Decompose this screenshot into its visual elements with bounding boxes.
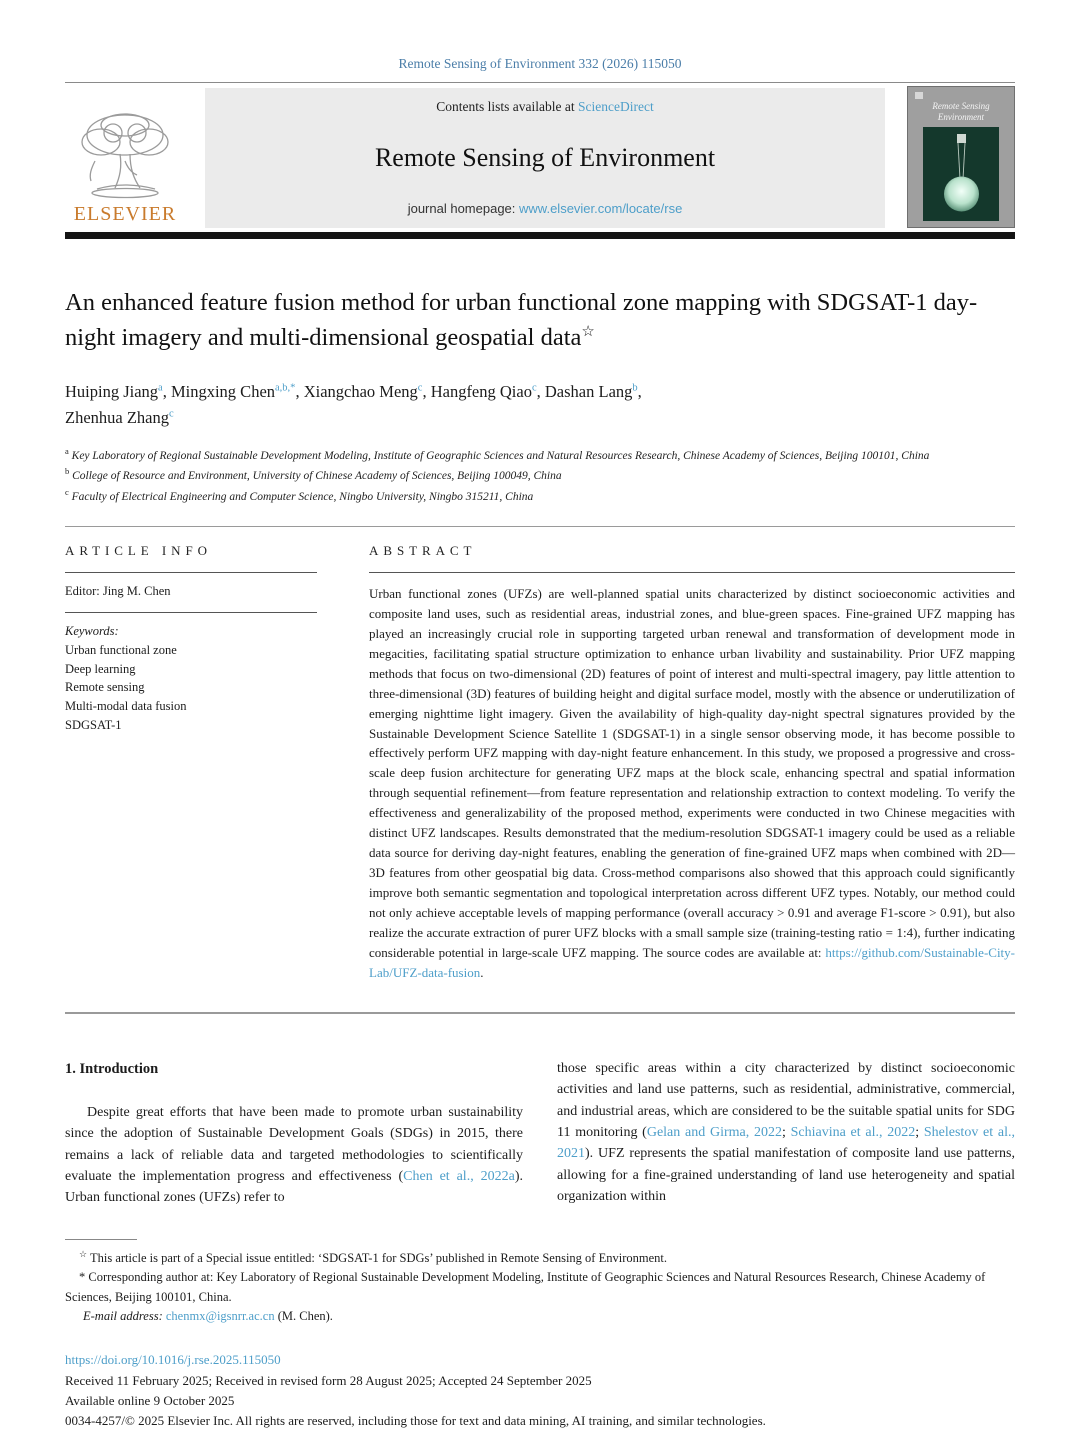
affiliation-superscript: c — [65, 486, 69, 497]
section-title: 1. Introduction — [65, 1060, 159, 1077]
introduction-section — [65, 1058, 1015, 1209]
author-name: Mingxing Chen — [170, 382, 276, 402]
special-issue-star-icon: ☆ — [581, 323, 595, 340]
abstract-text: Urban functional zones (UFZs) are well-planned spatial units characterized by distinct socioeconomic activities and composite land uses, such as residential areas, industrial zones, and blue-green spaces. Fine-grained UFZ mapping has played an increasingly crucial role in supporting targeted urban renewal and transformation of development mode in megacities, facilitating spatial structure optimization to enhance urban livability and sustainability. Prior UFZ mapping methods that focus on two-dimensional (2D) features of point of interest and multi-spectral imagery, pay little attention to three-dimensional (3D) features of building height and digital surface model, mostly with the absence or underutilization of emerging nighttime light imagery. Given the availability of high-quality day-night spectral signatures provided by the Sustainable Development Science Satellite 1 (SDGSAT-1) in a single sensor observing mode, it has become possible to effectively perform UFZ mapping with day-night feature enhancement. In this study, we proposed a progressive and cross-scale deep fusion architecture for generating UFZ maps at the block scale, enhancing spectral and spatial information through sequential refinement—from feature representation and relationship extraction to context modeling. To verify the effectiveness and generalizability of the proposed method, experiments were conducted in two Chinese megacities with distinct UFZ landscapes. Results demonstrated that the medium-resolution SDGSAT-1 imagery could be used as a reliable data source for deriving day-night features, enabling the generation of fine-grained UFZ maps when combined with 2D—3D features from other geospatial big data. Cross-method comparisons also showed that this approach could significantly improve both semantic segmentation and topological interpretation across different UFZ types. Notably, our method could not only achieve acceptable levels of mapping performance (overall accuracy > 0.91 and average F1-score > 0.91), but also realize the accurate extraction of purer UFZ blocks with a small sample size (training-testing ratio = 1:4), further indicating considerable potential in large-scale UFZ mapping. The source codes are available at: https://github.com/Sustainable-City-Lab/UFZ-data-fusion. — [369, 585, 1015, 980]
star-mark-icon: ☆ — [79, 1248, 88, 1259]
author-superscript: c — [169, 408, 174, 420]
top-divider — [65, 82, 1015, 83]
email-link[interactable]: chenmx@igsnrr.ac.cn — [165, 1309, 275, 1324]
article-info-section — [65, 543, 317, 996]
affiliation-superscript: b — [65, 466, 70, 477]
author-list: Huiping Jiang$^a$, Mingxing Chen$^{a,b,*}$, Xiangchao Meng$^c$, Hangfeng Qiao$^c$, Dashan Lang$^b$, Zhenhua Zhang$^c$ — [65, 382, 642, 427]
affiliation-list — [65, 445, 1015, 506]
footnote-divider — [65, 1239, 137, 1240]
copyright-line: 0034-4257/© 2025 Elsevier Inc. All rights are reserved, including those for text and data mining, AI training, and similar technologies. — [65, 1412, 766, 1428]
asterisk-mark: * — [79, 1270, 86, 1285]
footnotes — [65, 1248, 1015, 1327]
email-line: E-mail address: chenmx@igsnrr.ac.cn (M. Chen). — [83, 1309, 333, 1324]
author-name: Hangfeng Qiao — [430, 382, 532, 402]
journal-banner — [205, 88, 885, 228]
author-superscript: b — [632, 382, 638, 394]
abstract-heading: ABSTRACT — [369, 542, 477, 558]
available-line: Available online 9 October 2025 — [65, 1392, 235, 1408]
elsevier-wordmark: ELSEVIER — [73, 203, 177, 225]
corresponding-author-note: * Corresponding author at: Key Laboratory of Regional Sustainable Development Modeling, Institute of Geographic Sciences and Natural Resources Research, Chinese Academy of Sciences, Beijing 100101, China. — [65, 1270, 986, 1304]
keyword-item: Remote sensing — [65, 680, 145, 695]
homepage-link[interactable]: www.elsevier.com/locate/rse — [519, 201, 683, 216]
author-superscript: c — [531, 382, 537, 394]
source-code-link[interactable]: https://github.com/Sustainable-City-Lab/UFZ-data-fusion — [369, 945, 1015, 980]
affiliation-superscript: a — [65, 446, 69, 457]
keyword-item: Urban functional zone — [65, 642, 177, 657]
intro-left-column — [65, 1058, 523, 1209]
header-black-bar — [65, 232, 1015, 239]
intro-left-paragraph: Despite great efforts that have been made to promote urban sustainability since the adoption of Sustainable Development Goals (SDGs) in 2015, there remains a lack of reliable data and targeted methodologies to scientifically evaluate the implementation progress and effectiveness (Chen et al., 2022a). Urban functional zones (UFZs) refer to — [65, 1105, 523, 1206]
article-info-heading: ARTICLE INFO — [65, 542, 212, 558]
citation-link[interactable]: Gelan and Girma, 2022 — [646, 1124, 782, 1140]
abstract-divider — [369, 572, 1015, 573]
intro-right-column — [557, 1058, 1015, 1209]
meta-top-divider — [65, 526, 1015, 527]
author-superscript: c — [417, 382, 423, 394]
doi-link[interactable]: https://doi.org/10.1016/j.rse.2025.115050 — [65, 1352, 281, 1368]
author-name: Dashan Lang — [544, 382, 633, 402]
cover-corner-mark — [915, 92, 923, 99]
elsevier-tree-icon — [71, 109, 179, 205]
info-divider — [65, 572, 317, 573]
elsevier-logo — [65, 86, 185, 228]
author-superscript: a — [158, 382, 163, 394]
author-name: Xiangchao Meng — [303, 382, 418, 402]
citation-link[interactable]: Chen et al., 2022a — [403, 1169, 515, 1185]
homepage-line: journal homepage: www.elsevier.com/locate/rse — [407, 201, 683, 216]
journal-title: Remote Sensing of Environment — [374, 143, 716, 172]
affiliation-item: $^b$ College of Resource and Environment, University of Chinese Academy of Sciences, Beijing 100049, China — [65, 466, 562, 483]
satellite-pendulum-icon — [923, 127, 999, 221]
info-divider-2 — [65, 612, 317, 613]
contents-line: Contents lists available at ScienceDirect — [436, 99, 654, 114]
citation-link[interactable]: Shelestov et al., 2021 — [557, 1124, 1015, 1162]
journal-citation-header: Remote Sensing of Environment 332 (2026) 115050 — [398, 56, 682, 71]
special-issue-note: ☆ This article is part of a Special issue entitled: ‘SDGSAT-1 for SDGs’ published in Remote Sensing of Environment. — [79, 1248, 667, 1265]
email-label: E-mail address: — [83, 1309, 166, 1324]
author-superscript: a,b,* — [275, 382, 296, 394]
citation-link[interactable]: Schiavina et al., 2022 — [790, 1124, 916, 1140]
keywords-label: Keywords: — [65, 623, 119, 638]
author-name: Huiping Jiang — [65, 382, 159, 402]
keyword-item: Deep learning — [65, 661, 136, 676]
cover-title: Remote Sensing Environment — [932, 101, 990, 122]
affiliation-item: $^c$ Faculty of Electrical Engineering and Computer Science, Ningbo University, Ningbo 315211, China — [65, 486, 534, 503]
info-abstract-row — [65, 543, 1015, 996]
keyword-item: Multi-modal data fusion — [65, 699, 187, 714]
article-title: An enhanced feature fusion method for urban functional zone mapping with SDGSAT-1 day-night imagery and multi-dimensional geospatial data☆ — [65, 289, 978, 352]
article-footer — [65, 1350, 1015, 1431]
author-name: Zhenhua Zhang — [65, 407, 170, 427]
keyword-item: SDGSAT-1 — [65, 717, 122, 732]
editor-line: Editor: Jing M. Chen — [65, 583, 171, 598]
received-line: Received 11 February 2025; Received in revised form 28 August 2025; Accepted 24 September 2025 — [65, 1372, 592, 1388]
abstract-section — [369, 543, 1015, 996]
journal-header — [65, 86, 1015, 228]
intro-right-paragraph: those specific areas within a city characterized by distinct socioeconomic activities and land use patterns, such as residential, administrative, commercial, and industrial areas, which are considered to be the suitable spatial units for SDG 11 monitoring (Gelan and Girma, 2022; Schiavina et al., 2022; Shelestov et al., 2021). UFZ represents the spatial manifestation of composite land use patterns, allowing for a fine-grained understanding of land use heterogeneity and spatial organization within — [557, 1060, 1015, 1204]
journal-cover-thumbnail — [907, 86, 1015, 228]
abstract-bottom-divider — [65, 1012, 1015, 1014]
affiliation-item: $^a$ Key Laboratory of Regional Sustainable Development Modeling, Institute of Geographic Sciences and Natural Resources Research, Chinese Academy of Sciences, Beijing 100101, China — [65, 446, 930, 463]
sciencedirect-link[interactable]: ScienceDirect — [578, 99, 654, 114]
